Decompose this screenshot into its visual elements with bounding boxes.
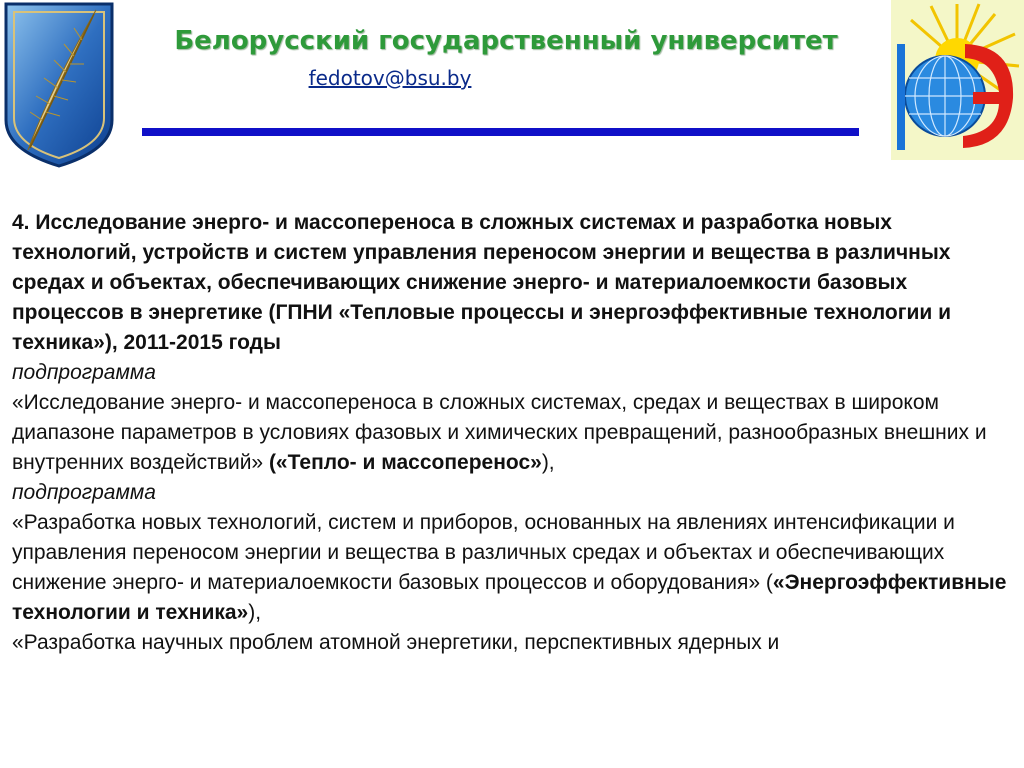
university-title: Белорусский государственный университет: [174, 26, 838, 56]
subprogram-tail-2: ),: [248, 601, 262, 624]
subprogram-label-1: подпрограмма: [12, 361, 156, 384]
institute-emblem-logo: [891, 0, 1024, 160]
subprogram-paragraph-1: [12, 388, 1012, 478]
subprogram-name-2: «Энергоэффективные технологии и техника»: [12, 571, 1007, 624]
email-link[interactable]: fedotov@bsu.by: [308, 66, 472, 90]
section-heading: 4. Исследование энерго- и массопереноса в сложных системах и разработка новых технологий, устройств и систем управления переносом энергии и вещества в различных средах и объектах, обеспечивающих снижение энерго- и материалоемкости базовых процессов в энергетике (ГПНИ «Тепловые процессы и энергоэффективные технологии и техника»), 2011-2015 годы: [12, 211, 952, 354]
subprogram-tail-1: ),: [541, 451, 555, 474]
subprogram-name-1: («Тепло- и массоперенос»: [268, 451, 542, 474]
subprogram-label-2: подпрограмма: [12, 481, 156, 504]
header-divider: [142, 128, 859, 136]
main-content: [12, 208, 1012, 658]
bsu-crest-logo: [0, 0, 118, 168]
subprogram-paragraph-2: [12, 508, 1012, 628]
subprogram-text-2: «Разработка новых технологий, систем и приборов, основанных на явлениях интенсификации и управления переносом энергии и вещества в различных средах и объектах и обеспечивающих снижение энерго- и материалоемкости базовых процессов и оборудования» (: [12, 511, 955, 594]
subprogram-paragraph-3: «Разработка научных проблем атомной энергетики, перспективных ядерных и: [12, 631, 780, 654]
subprogram-text-1: «Исследование энерго- и массопереноса в сложных системах, средах и веществах в широком диапазоне параметров в условиях фазовых и химических превращений, разнообразных внешних и внутренних воздействий»: [12, 391, 987, 474]
